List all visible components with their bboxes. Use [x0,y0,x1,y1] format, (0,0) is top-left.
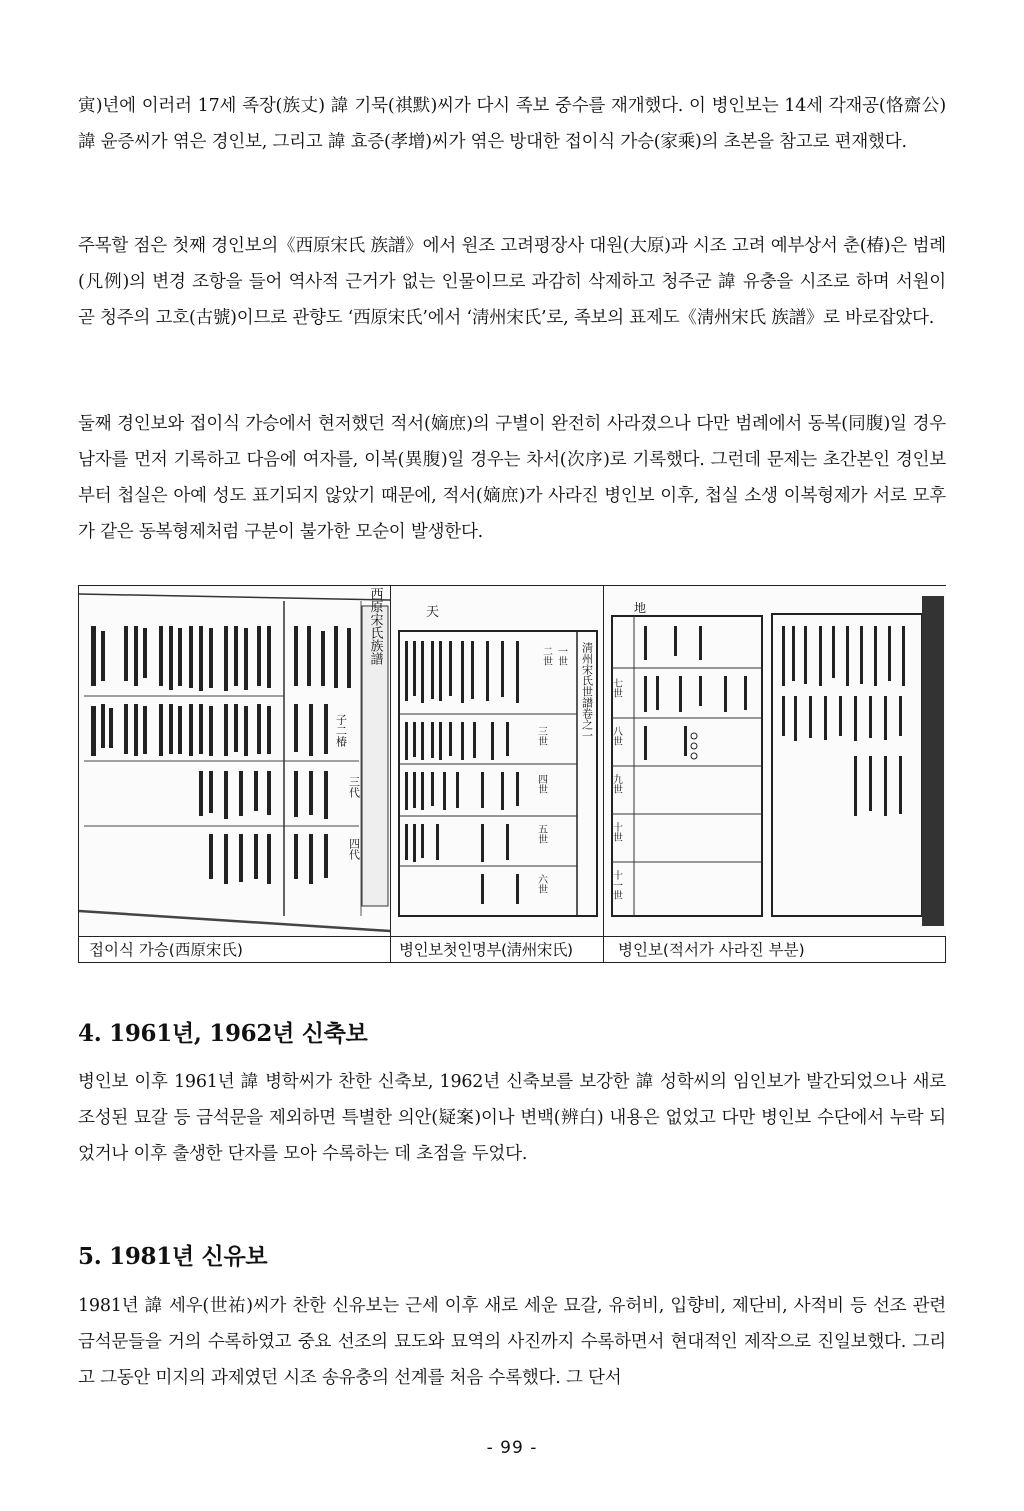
paragraph-second-point: 둘째 경인보와 접이식 가승에서 현저했던 적서(嫡庶)의 구별이 완전히 사라졌으나 다만 범례에서 동복(同腹)일 경우 남자를 먼저 기록하고 다음에 여자를, 이복(異腹)일 경우는 차서(次序)로 기록했다. 그런데 문제는 초간본인 경인보부터 첩실은 아예 성도 표기되지 않았기 때문에, 적서(嫡庶)가 사라진 병인보 이후, 첩실 소생 이복형제가 서로 모후가 같은 동복형제처럼 구분이 불가한 모순이 발생한다. [78,414,946,542]
scan3-gen-label: 七世 [610,678,622,698]
scan3-gen-label: 十世 [610,822,622,842]
scan2-gen-label: 一世 [555,646,567,666]
first-register-scan [390,586,604,936]
caption-folding-genealogy: 접이식 가승(西原宋氏) [89,941,243,959]
scan3-gen-label: 八世 [610,726,622,746]
scan1-gen-label: 子二椿 [334,714,348,747]
scan2-title: 淸州宋氏世譜卷之一 [580,642,594,741]
scan3-gen-label: 十一世 [610,870,622,900]
scan2-gen-label: 六世 [535,874,547,894]
paragraph-first-point: 주목할 점은 첫째 경인보의《西原宋氏 族譜》에서 원조 고려평장사 대원(大原)과 시조 고려 예부상서 춘(椿)은 범례(凡例)의 변경 조항을 들어 역사적 근거가 없는 인물이므로 과감히 삭제하고 청주군 諱 유충을 시조로 하며 서원이 곧 청주의 고호(古號)이므로 관향도 ‘西原宋氏’에서 ‘淸州宋氏’로, 족보의 표제도《淸州宋氏 族譜》로 바로잡았다. [78,236,946,328]
paragraph-section-4: 병인보 이후 1961년 諱 병학씨가 찬한 신축보, 1962년 신축보를 보강한 諱 성학씨의 임인보가 발간되었으나 새로 조성된 묘갈 등 금석문을 제외하면 특별한 의안(疑案)이나 변백(辨白) 내용은 없었고 다만 병인보 수단에서 누락 되었거나 이후 출생한 단자를 모아 수록하는 데 초점을 두었다. [78,1072,946,1164]
caption-legitimacy-removed: 병인보(적서가 사라진 부분) [603,937,945,963]
legitimacy-removed-scan [603,586,946,936]
scan-image-2 [391,586,604,936]
scan-image-3 [604,586,946,936]
caption-first-register: 병인보첫인명부(淸州宋氏) [390,937,603,963]
figure-captions [79,936,945,963]
scan2-gen-label: 三世 [535,726,547,746]
scan2-gen-label: 二世 [540,646,552,666]
genealogy-figure [78,585,946,963]
scan1-gen-label: 四代 [347,838,361,860]
scan2-header-mark: 天 [426,605,440,620]
section-heading-4: 4. 1961년, 1962년 신축보 [78,1020,368,1047]
paragraph-intro: 寅)년에 이러러 17세 족장(族丈) 諱 기묵(祺默)씨가 다시 족보 중수를 재개했다. 이 병인보는 14세 각재공(恪齋公) 諱 윤증씨가 엮은 경인보, 그리고 諱 효증(孝增)씨가 엮은 방대한 접이식 가승(家乘)의 초본을 참고로 편재했다. [78,96,946,152]
paragraph-section-5: 1981년 諱 세우(世祐)씨가 찬한 신유보는 근세 이후 새로 세운 묘갈, 유허비, 입향비, 제단비, 사적비 등 선조 관련 금석문들을 거의 수록하였고 중요 선조의 묘도와 묘역의 사진까지 수록하면서 현대적인 제작으로 진일보했다. 그리고 그동안 미지의 과제였던 시조 송유충의 선계를 처음 수록했다. 그 단서 [78,1296,946,1388]
scan3-gen-label: 九世 [610,774,622,794]
scan2-gen-label: 四世 [535,774,547,794]
scan-image-1 [79,586,390,936]
section-heading-5: 5. 1981년 신유보 [78,1243,268,1270]
scan1-gen-label: 三代 [347,776,361,798]
folding-genealogy-scan [79,586,390,936]
scan2-gen-label: 五世 [535,824,547,844]
page-number: - 99 - [486,1438,538,1458]
scan1-title: 西原宋氏族譜 [367,587,383,665]
scan3-header-mark: 地 [634,601,647,615]
